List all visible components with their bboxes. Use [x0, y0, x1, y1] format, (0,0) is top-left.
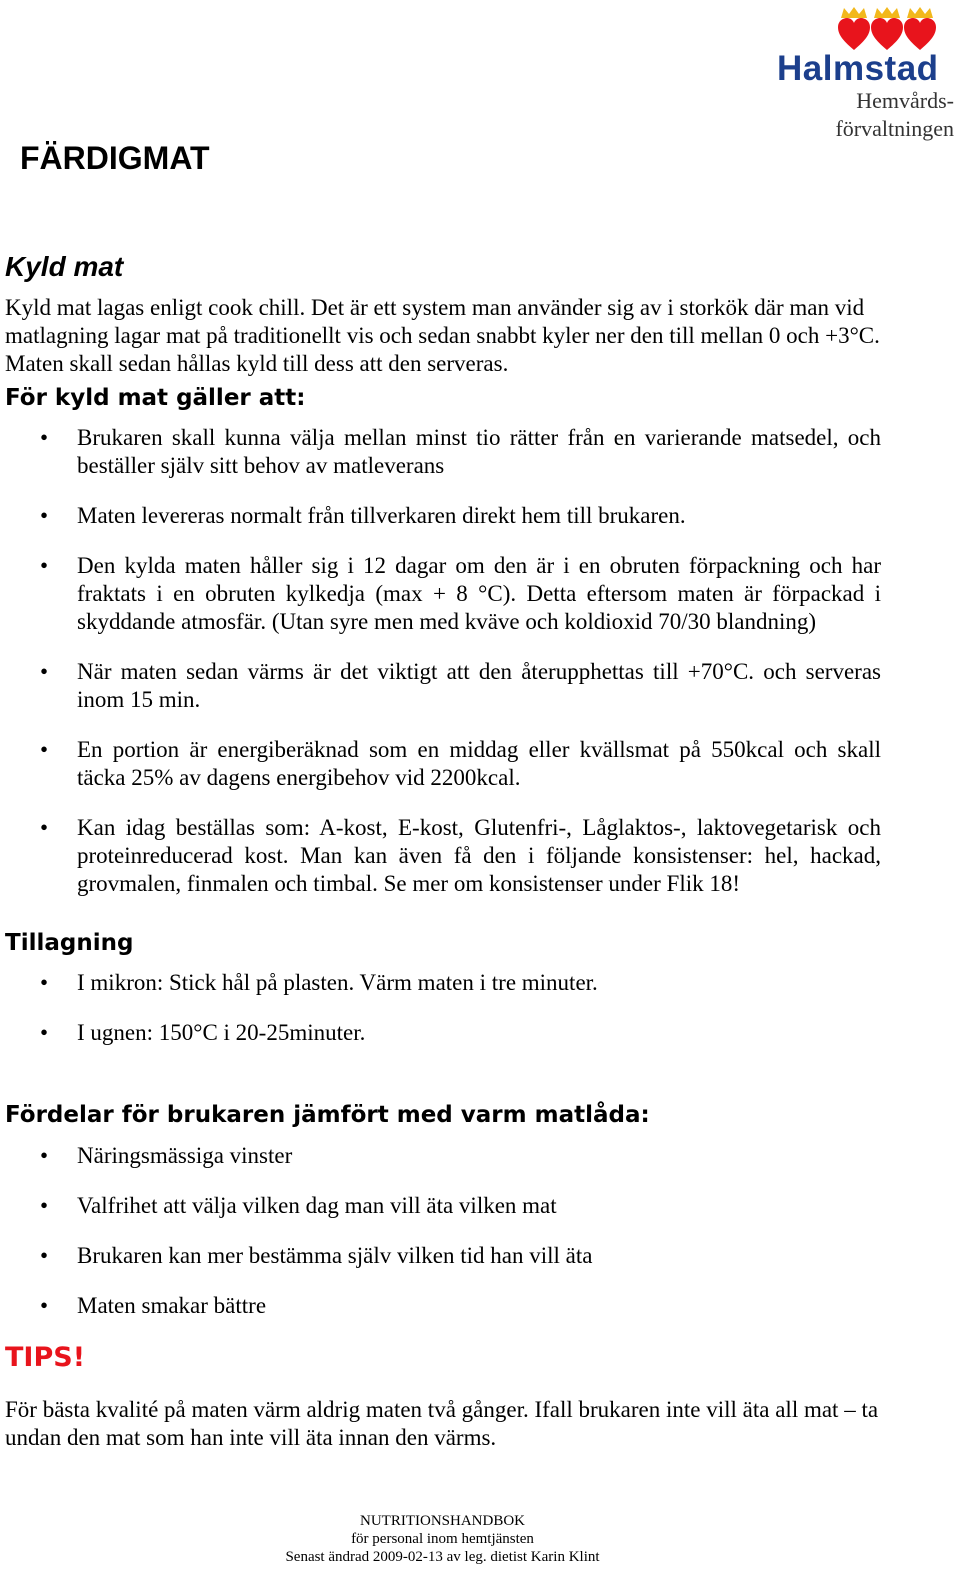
list-item-text: När maten sedan värms är det viktigt att den återupphettas till +70°C. och serveras inom 15 min.: [77, 659, 881, 712]
bullet-icon: •: [40, 1193, 49, 1218]
bullet-icon: •: [40, 970, 49, 995]
list-item-text: Brukaren kan mer bestämma själv vilken tid han vill äta: [77, 1243, 593, 1268]
logo-subtitle-line2: förvaltningen: [835, 116, 954, 141]
bullet-icon: •: [40, 553, 49, 578]
tillagning-heading: Tillagning: [5, 930, 134, 956]
footer: [0, 1512, 885, 1566]
logo-name: Halmstad: [777, 49, 939, 88]
list-item-text: Valfrihet att välja vilken dag man vill äta vilken mat: [77, 1193, 557, 1218]
footer-line1: NUTRITIONSHANDBOK: [360, 1513, 525, 1529]
list-item-text: I ugnen: 150°C i 20-25minuter.: [77, 1020, 366, 1045]
bullet-icon: •: [40, 1143, 49, 1168]
bullet-icon: •: [40, 737, 49, 762]
list-item-text: Maten levereras normalt från tillverkaren direkt hem till brukaren.: [77, 503, 686, 528]
list-item-text: Brukaren skall kunna välja mellan minst tio rätter från en varierande matsedel, och beställer själv sitt behov av matleverans: [77, 425, 881, 478]
bullet-icon: •: [40, 815, 49, 840]
bullet-icon: •: [40, 659, 49, 684]
halmstad-logo: [770, 4, 960, 144]
crown-icon: [841, 7, 933, 18]
list-item-text: Maten smakar bättre: [77, 1293, 267, 1318]
kyld-mat-heading: Kyld mat: [5, 251, 124, 282]
bullet-icon: •: [40, 425, 49, 450]
tips-heading: TIPS!: [5, 1342, 86, 1373]
crowns-hearts-emblem: [838, 4, 938, 52]
list-item-text: Den kylda maten håller sig i 12 dagar om den är i en obruten förpackning och har fraktats i en obruten kylkedja (max + 8 °C). Detta eftersom maten är förpackad i skyddande atmosfär. (Utan syre men med kväve och koldioxid 70/30 blandning): [77, 553, 881, 634]
list-item-text: En portion är energiberäknad som en middag eller kvällsmat på 550kcal och skall täcka 25% av dagens energibehov vid 2200kcal.: [77, 737, 881, 790]
list-item-text: I mikron: Stick hål på plasten. Värm maten i tre minuter.: [77, 970, 598, 995]
logo-subtitle-line1: Hemvårds-: [856, 88, 954, 113]
footer-line3: Senast ändrad 2009-02-13 av leg. dietist Karin Klint: [285, 1549, 600, 1565]
heart-icon: [838, 18, 936, 50]
list-item-text: Kan idag beställas som: A-kost, E-kost, Glutenfri-, Låglaktos-, laktovegetarisk och proteinreducerad kost. Man kan även få den i följande konsistenser: hel, hackad, grovmalen, finmalen och timbal. Se mer om konsistenser under Flik 18!: [77, 815, 881, 896]
kyld-mat-intro: Kyld mat lagas enligt cook chill. Det är ett system man använder sig av i storkök där man vid matlagning lagar mat på traditionellt vis och sedan snabbt kyler ner den till mellan 0 och +3°C. Maten skall sedan hållas kyld till dess att den serveras.: [5, 295, 880, 376]
page-title: FÄRDIGMAT: [20, 140, 210, 176]
bullet-icon: •: [40, 503, 49, 528]
tips-text: För bästa kvalité på maten värm aldrig maten två gånger. Ifall brukaren inte vill äta all mat – ta undan den mat som han inte vill äta innan den värms.: [5, 1397, 879, 1450]
fordelar-heading: Fördelar för brukaren jämfört med varm matlåda:: [5, 1102, 650, 1128]
bullet-icon: •: [40, 1020, 49, 1045]
footer-line2: för personal inom hemtjänsten: [351, 1531, 534, 1547]
bullet-icon: •: [40, 1293, 49, 1318]
bullet-icon: •: [40, 1243, 49, 1268]
galler-heading: För kyld mat gäller att:: [5, 385, 306, 411]
list-item-text: Näringsmässiga vinster: [77, 1143, 293, 1168]
